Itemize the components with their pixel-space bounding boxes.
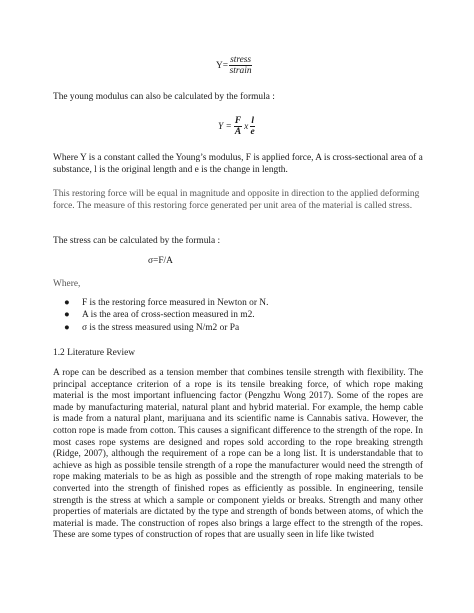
list-item	[62, 322, 422, 334]
list-item-text: F is the restoring force measured in Newton or N.	[82, 298, 269, 308]
where-y-paragraph: Where Y is a constant called the Young’s modulus, F is applied force, A is cross-sectional area of a substance, l is the original length and e is the change in length.	[53, 153, 423, 175]
force-area-fraction	[234, 116, 242, 137]
fraction-denominator: A	[234, 127, 242, 137]
fraction-denominator: strain	[229, 66, 252, 76]
times-sign: x	[244, 121, 249, 132]
fraction-numerator: F	[234, 116, 242, 126]
where-label: Where,	[53, 279, 81, 289]
youngs-modulus-equation	[216, 55, 252, 76]
length-extension-fraction	[250, 116, 255, 137]
list-item-text: A is the area of cross-section measured in m2.	[82, 310, 255, 321]
stress-formula-intro: The stress can be calculated by the formula :	[53, 236, 221, 246]
variable-list	[62, 297, 422, 334]
formula-lhs: Y =	[218, 121, 232, 132]
formula-intro-text: The young modulus can also be calculated by the formula :	[53, 92, 275, 102]
fraction-denominator: e	[250, 127, 255, 137]
stress-equation: σ=F/A	[148, 256, 173, 266]
stress-strain-fraction	[229, 55, 252, 76]
list-item	[62, 309, 422, 321]
equation-lhs: Y=	[216, 60, 229, 71]
list-item-text: σ is the stress measured using N/m2 or Pa	[82, 322, 240, 333]
fraction-numerator: l	[251, 116, 254, 126]
section-heading: 1.2 Literature Review	[53, 348, 135, 358]
literature-review-paragraph: A rope can be described as a tension member that combines tensile strength with flexibility. The principal acceptance criterion of a rope is its tensile breaking force, of which rope making material is the most important influencing factor (Pengzhu Wong 2017). Some of the ropes are made by manufacturing material, natural plant and hybrid material. For example, the hemp cable is made from a natural plant, marijuana and its scientific name is Cannabis sativa. However, the cotton rope is made from cotton. This causes a significant difference to the strength of the rope. In most cases rope systems are designed and ropes sold according to the rope breaking strength (Ridge, 2007), although the requirement of a rope can be a long list. It is understandable that to achieve as high as possible tensile strength of a rope the manufacturer would need the strength of rope making materials to be as high as possible and the strength of rope making materials to be converted into the strength of finished ropes as efficiently as possible. In engineering, tensile strength is the stress at which a sample or component yields or breaks. Strength and many other properties of materials are dictated by the type and strength of bonds between atoms, of which the material is made. The construction of ropes also brings a large effect to the strength of the ropes. These are some types of construction of ropes that are usually seen in life like twisted	[53, 368, 423, 541]
restoring-force-paragraph: This restoring force will be equal in magnitude and opposite in direction to the applied deforming force. The measure of this restoring force generated per unit area of the material is called stress.	[53, 189, 420, 211]
bullet-icon: ●	[64, 298, 70, 308]
bullet-icon: ●	[64, 322, 70, 333]
fraction-numerator: stress	[230, 55, 252, 65]
list-item	[62, 297, 422, 309]
bullet-icon: ●	[64, 310, 70, 321]
youngs-modulus-formula	[218, 116, 255, 137]
